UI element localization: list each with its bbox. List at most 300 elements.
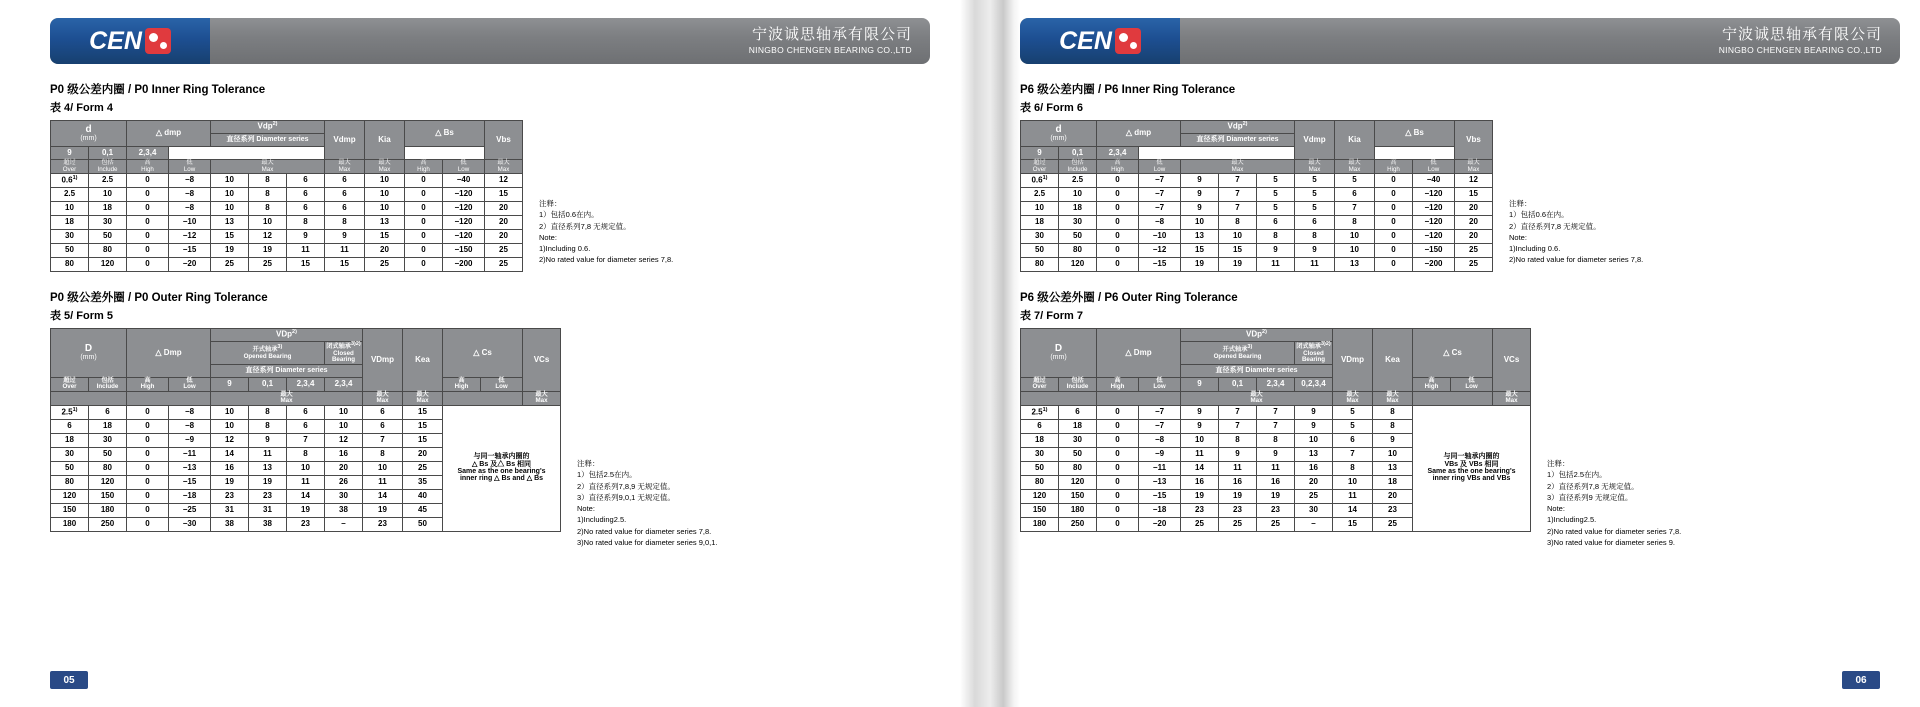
company-name-en: NINGBO CHENGEN BEARING CO.,LTD <box>748 45 912 56</box>
company-name-cn: 宁波诚思轴承有限公司 <box>751 26 912 44</box>
cell: 16 <box>1219 475 1257 489</box>
cell: 180 <box>89 503 127 517</box>
col-series-234: 2,3,4 <box>127 147 169 160</box>
table-row <box>1021 188 1493 202</box>
cell: 0 <box>127 433 169 447</box>
cell: 0 <box>405 244 443 258</box>
cell: 10 <box>1333 475 1373 489</box>
cell: 10 <box>211 405 249 419</box>
col-series-9: 9 <box>1021 147 1059 160</box>
cell: 2.5 <box>89 174 127 188</box>
cell: 5 <box>1257 174 1295 188</box>
cell: −15 <box>169 244 211 258</box>
col-d: d <box>1055 123 1062 135</box>
cell: 7 <box>1219 405 1257 419</box>
cell: −7 <box>1139 202 1181 216</box>
cell: 0 <box>1097 489 1139 503</box>
cell: 10 <box>1021 202 1059 216</box>
cell: 6 <box>363 405 403 419</box>
table-body-p0-outer <box>51 405 561 531</box>
cell: – <box>325 517 363 531</box>
col-include: 包括 Include <box>89 377 127 391</box>
cell: 80 <box>1059 244 1097 258</box>
cell: −150 <box>1413 244 1455 258</box>
table-p6-inner-ring <box>1020 120 1493 272</box>
cell: 6 <box>325 202 365 216</box>
cell: 19 <box>1219 489 1257 503</box>
cell: 11 <box>1257 461 1295 475</box>
cell: 10 <box>363 461 403 475</box>
col-max-kea: 最大 Max <box>1373 391 1413 405</box>
cell: 150 <box>51 503 89 517</box>
section-p6-inner-ring <box>1020 81 1880 272</box>
cell: 0 <box>1375 174 1413 188</box>
cell: 10 <box>211 188 249 202</box>
section-title: P0 级公差内圈 / P0 Inner Ring Tolerance <box>50 84 266 96</box>
cell: 38 <box>211 517 249 531</box>
cell: 0 <box>1097 475 1139 489</box>
cell: 7 <box>1333 447 1373 461</box>
cell: −12 <box>169 230 211 244</box>
cell: 0 <box>1097 433 1139 447</box>
page-right <box>960 0 1920 707</box>
cell: 9 <box>1295 405 1333 419</box>
col-VCs: VCs <box>523 329 561 392</box>
cell: 15 <box>325 258 365 272</box>
table-row <box>1021 230 1493 244</box>
cell: 18 <box>51 216 89 230</box>
cell: 13 <box>249 461 287 475</box>
col-max-vbs: 最大 Max <box>485 160 523 174</box>
note-line: 1）包括0.6在内。 <box>1509 210 1569 220</box>
col-dmp: △ dmp <box>1097 121 1181 147</box>
cell: −120 <box>443 230 485 244</box>
note-line: 注释： <box>539 199 562 208</box>
cell: 19 <box>1181 258 1219 272</box>
cell: 45 <box>403 503 443 517</box>
note-line: 3）直径系列9,0,1 无规定值。 <box>577 492 675 502</box>
cell: −7 <box>1139 174 1181 188</box>
footnote-marker: 1) <box>1042 174 1048 181</box>
cell: 0 <box>127 405 169 419</box>
cell: 2.5 <box>1021 188 1059 202</box>
cell: 80 <box>51 475 89 489</box>
table-row <box>1021 216 1493 230</box>
cell: 250 <box>89 517 127 531</box>
merged-note-line: inner ring △ Bs and △ Bs <box>459 475 544 483</box>
notes-block-p6-inner <box>1509 120 1739 266</box>
cell: 23 <box>287 517 325 531</box>
section-p0-inner-ring <box>50 81 950 272</box>
col-include: 包括 Include <box>1059 160 1097 174</box>
cell: −120 <box>1413 202 1455 216</box>
table-and-notes <box>50 328 950 548</box>
cell: 2.5$^{1)}$ <box>1021 405 1059 419</box>
cell: 7 <box>1219 174 1257 188</box>
cell: 10 <box>365 174 405 188</box>
col-Kea: Kea <box>403 329 443 392</box>
cell: −120 <box>1413 188 1455 202</box>
cell: 9 <box>1181 419 1219 433</box>
cell: 6 <box>325 174 365 188</box>
cell: −8 <box>1139 216 1181 230</box>
cell: 5 <box>1335 174 1375 188</box>
note-line: Note: <box>1547 504 1565 513</box>
cell: 6 <box>287 419 325 433</box>
cell: 15 <box>211 230 249 244</box>
cell: 10 <box>1335 244 1375 258</box>
table-row <box>1021 174 1493 188</box>
cell: 0 <box>405 174 443 188</box>
cell: 15 <box>1219 244 1257 258</box>
cell: 40 <box>403 489 443 503</box>
cell: 20 <box>485 202 523 216</box>
cell: 8 <box>287 447 325 461</box>
cell: 0 <box>127 202 169 216</box>
col-max-vbs: 最大 Max <box>1455 160 1493 174</box>
cell: 20 <box>1295 475 1333 489</box>
cell: 11 <box>287 244 325 258</box>
cell: 0 <box>1097 188 1139 202</box>
cell: 19 <box>211 475 249 489</box>
cell: 30 <box>1059 433 1097 447</box>
col-high <box>127 160 169 174</box>
cell: 18 <box>1373 475 1413 489</box>
cell: 19 <box>287 503 325 517</box>
cell: −15 <box>1139 258 1181 272</box>
logo-block <box>1020 18 1180 64</box>
cell: −8 <box>169 419 211 433</box>
cell: −10 <box>169 216 211 230</box>
col-series-234: 2,3,4 <box>1257 377 1295 391</box>
col-max-vdmp: 最大 Max <box>325 160 365 174</box>
col-Kea: Kea <box>1373 329 1413 392</box>
cell: 9 <box>1181 202 1219 216</box>
table-and-notes <box>1020 328 1880 548</box>
col-Dmp: △ Dmp <box>127 329 211 378</box>
cell: 8 <box>325 216 365 230</box>
cell: 6 <box>51 419 89 433</box>
cell: −18 <box>169 489 211 503</box>
cell: −120 <box>1413 230 1455 244</box>
col-max-cn: 最大 <box>261 159 274 166</box>
note-line: 1)Including2.5. <box>1547 515 1597 525</box>
cell: 50 <box>89 447 127 461</box>
note-line: Note: <box>1509 232 1527 242</box>
col-max-vcs: 最大 Max <box>523 391 561 405</box>
cell: 20 <box>1373 489 1413 503</box>
col-include-en: Include <box>97 165 118 173</box>
col-over: 超过 Over <box>1021 377 1059 391</box>
logo-text: CEN <box>89 26 142 55</box>
logo-mark-icon <box>1115 28 1141 54</box>
cell: −8 <box>1139 433 1181 447</box>
cell: 0 <box>127 230 169 244</box>
cell: −25 <box>169 503 211 517</box>
merged-note-line: 与同一轴承内圈的 <box>1443 453 1500 461</box>
cell: 14 <box>1181 461 1219 475</box>
col-VDmp: VDmp <box>1333 329 1373 392</box>
footnote-marker: 1) <box>72 406 78 413</box>
cell: 10 <box>211 202 249 216</box>
cell: 31 <box>211 503 249 517</box>
cell: 20 <box>1455 216 1493 230</box>
cell: 8 <box>1219 433 1257 447</box>
cell: 10 <box>89 188 127 202</box>
cell: −150 <box>443 244 485 258</box>
cell: 10 <box>1219 230 1257 244</box>
col-kia: Kia <box>1335 121 1375 160</box>
page-number-left: 05 <box>50 671 88 689</box>
col-high-cs: 高 High <box>443 377 481 391</box>
cell: 10 <box>287 461 325 475</box>
col-high: 高 High <box>127 377 169 391</box>
cell: −20 <box>1139 517 1181 531</box>
col-over: 超过 Over <box>1021 160 1059 174</box>
col-include <box>89 160 127 174</box>
cell: 16 <box>1181 475 1219 489</box>
cell: 0 <box>1097 202 1139 216</box>
cell: 0 <box>1097 230 1139 244</box>
cell: 10 <box>211 174 249 188</box>
cell: 120 <box>1059 258 1097 272</box>
cell: −8 <box>169 405 211 419</box>
col-vdmp: Vdmp <box>1295 121 1335 160</box>
col-high: 高 High <box>1097 377 1139 391</box>
table-and-notes <box>50 120 950 272</box>
col-D: D <box>84 342 93 354</box>
cell: 18 <box>1059 202 1097 216</box>
cell: 10 <box>365 188 405 202</box>
cell: 14 <box>363 489 403 503</box>
cell: 23 <box>1181 503 1219 517</box>
col-vdp-label: Vdp <box>1227 122 1243 132</box>
col-high-cs: 高 High <box>1413 377 1451 391</box>
cell: 10 <box>325 405 363 419</box>
cell: −7 <box>1139 188 1181 202</box>
table-row <box>51 230 523 244</box>
cell: 23 <box>1257 503 1295 517</box>
table-row <box>1021 405 1531 419</box>
cell: 7 <box>1335 202 1375 216</box>
cell: 8 <box>249 174 287 188</box>
cell: 11 <box>1295 258 1335 272</box>
cell: −8 <box>169 188 211 202</box>
cell: −120 <box>443 216 485 230</box>
cell: 18 <box>1021 216 1059 230</box>
cell: 11 <box>363 475 403 489</box>
cell: 150 <box>89 489 127 503</box>
cell: 8 <box>1295 230 1335 244</box>
logo-block <box>50 18 210 64</box>
company-name-block <box>749 26 930 55</box>
col-max-vcs: 最大 Max <box>1493 391 1531 405</box>
cell: 8 <box>1373 405 1413 419</box>
cell: 13 <box>1181 230 1219 244</box>
cell: 20 <box>485 230 523 244</box>
cell: 9 <box>1295 244 1335 258</box>
cell: 15 <box>1455 188 1493 202</box>
col-max-kia: 最大 Max <box>365 160 405 174</box>
cell: 5 <box>1333 419 1373 433</box>
note-line: 1）包括2.5在内。 <box>577 470 637 480</box>
cell: 50 <box>51 461 89 475</box>
col-kia: Kia <box>365 121 405 160</box>
col-D: D <box>1054 342 1063 354</box>
col-dmp: △ dmp <box>127 121 211 147</box>
col-low-cn: 低 <box>186 159 193 166</box>
cell: 25 <box>1455 244 1493 258</box>
cell: 6 <box>1021 419 1059 433</box>
cell: 2.5 <box>51 188 89 202</box>
cell: −8 <box>169 174 211 188</box>
col-VCs: VCs <box>1493 329 1531 392</box>
cell: 25 <box>211 258 249 272</box>
logo-mark-icon <box>145 28 171 54</box>
cell: 30 <box>1021 230 1059 244</box>
col-max-kea: 最大 Max <box>403 391 443 405</box>
cell: 23 <box>1373 503 1413 517</box>
col-opened-bearing: 开式轴承3) Opened Bearing <box>1181 342 1295 365</box>
cell: 9 <box>1219 447 1257 461</box>
note-line: 2)No rated value for diameter series 7,8. <box>577 526 712 536</box>
section-p6-outer-ring <box>1020 289 1880 548</box>
table-row <box>1021 258 1493 272</box>
table-body-p0-inner <box>51 174 523 272</box>
cell: 10 <box>365 202 405 216</box>
cell: 11 <box>1181 447 1219 461</box>
cell: −120 <box>443 188 485 202</box>
cell: 0 <box>1375 230 1413 244</box>
cell: 19 <box>249 475 287 489</box>
table-body-p6-outer <box>1021 405 1531 531</box>
cell: −12 <box>1139 244 1181 258</box>
cell: 0 <box>1097 216 1139 230</box>
cell: 0 <box>127 216 169 230</box>
cell: 30 <box>325 489 363 503</box>
cell: 16 <box>1295 461 1333 475</box>
col-low-bs: 低 Low <box>443 160 485 174</box>
col-max-en: Max <box>261 165 274 173</box>
cell: 2.5 <box>1059 174 1097 188</box>
cell: – <box>1295 517 1333 531</box>
cell: 8 <box>249 202 287 216</box>
cell: 11 <box>249 447 287 461</box>
table-row <box>1021 244 1493 258</box>
cell: 80 <box>89 461 127 475</box>
company-name-block <box>1719 26 1900 55</box>
cell: 31 <box>249 503 287 517</box>
cell: 10 <box>325 419 363 433</box>
col-series-9: 9 <box>51 147 89 160</box>
col-d: d <box>85 123 92 135</box>
col-VDp-sup: 2) <box>292 329 297 336</box>
cell: 0 <box>127 461 169 475</box>
footnote-marker: 1) <box>72 174 78 181</box>
cell: 9 <box>1257 244 1295 258</box>
col-max-vdmp: 最大 Max <box>1295 160 1335 174</box>
col-max-vdp <box>211 160 325 174</box>
cell: 6 <box>1335 188 1375 202</box>
cell: 0 <box>405 216 443 230</box>
cell: 0 <box>405 230 443 244</box>
col-diameter-series: 直径系列 Diameter series <box>1181 364 1333 377</box>
col-vdp-sup: 2) <box>1242 121 1248 128</box>
table-row <box>1021 202 1493 216</box>
note-line: 1)Including 0.6. <box>1509 244 1561 253</box>
cell: −7 <box>1139 405 1181 419</box>
cell: 25 <box>249 258 287 272</box>
cell: 50 <box>403 517 443 531</box>
cell: 15 <box>365 230 405 244</box>
cell: 25 <box>485 258 523 272</box>
cell: 14 <box>1333 503 1373 517</box>
col-max-vdmp: 最大 Max <box>363 391 403 405</box>
cell: 0 <box>1375 202 1413 216</box>
cell: 18 <box>89 202 127 216</box>
col-max-vdmp: 最大 Max <box>1333 391 1373 405</box>
cell: 7 <box>1219 419 1257 433</box>
cell: 10 <box>1059 188 1097 202</box>
merged-note-cell <box>443 405 561 531</box>
col-low-cs: 低 Low <box>1451 377 1493 391</box>
col-series-234: 2,3,4 <box>287 377 325 391</box>
col-over-cn: 超过 <box>63 159 76 166</box>
cell: 7 <box>1257 419 1295 433</box>
notes-block-p0-outer <box>577 328 807 548</box>
table-row <box>51 405 561 419</box>
cell: 8 <box>1219 216 1257 230</box>
note-line: 2）直径系列7,8 无规定值。 <box>539 221 631 231</box>
cell: 18 <box>89 419 127 433</box>
table-p0-outer-ring <box>50 328 561 532</box>
cell: 80 <box>89 244 127 258</box>
col-vbs: Vbs <box>1455 121 1493 160</box>
cell: 12 <box>485 174 523 188</box>
col-series-01: 0,1 <box>249 377 287 391</box>
note-line: Note: <box>539 232 557 242</box>
col-Cs: △ Cs <box>1413 329 1493 378</box>
cell: 6 <box>1333 433 1373 447</box>
cell: 5 <box>1295 202 1335 216</box>
col-vdp-group <box>211 121 325 134</box>
cell: 8 <box>1257 433 1295 447</box>
note-line: 3)No rated value for diameter series 9,0,1. <box>577 537 718 547</box>
cell: 10 <box>211 419 249 433</box>
col-closed-bearing: 闭式轴承3)2) Closed Bearing <box>1296 341 1331 364</box>
cell: 180 <box>1021 517 1059 531</box>
cell: 0 <box>127 503 169 517</box>
col-D-unit: (mm) <box>80 354 97 362</box>
cell: 12 <box>249 230 287 244</box>
company-name-cn: 宁波诚思轴承有限公司 <box>1721 26 1882 44</box>
cell: 14 <box>287 489 325 503</box>
cell: −120 <box>443 202 485 216</box>
note-line: 1)Including 0.6. <box>539 244 591 253</box>
cell: 20 <box>365 244 405 258</box>
col-low: 低 Low <box>1139 160 1181 174</box>
cell: 6 <box>287 202 325 216</box>
cell: 0 <box>1375 258 1413 272</box>
section-title: P0 级公差外圈 / P0 Outer Ring Tolerance <box>50 292 268 304</box>
cell: 30 <box>1059 216 1097 230</box>
note-line: 3）直径系列9 无规定值。 <box>1547 492 1633 502</box>
cell: 18 <box>1059 419 1097 433</box>
cell: 19 <box>1257 489 1295 503</box>
cell: −11 <box>1139 461 1181 475</box>
cell: 15 <box>403 405 443 419</box>
cell: 12 <box>1455 174 1493 188</box>
